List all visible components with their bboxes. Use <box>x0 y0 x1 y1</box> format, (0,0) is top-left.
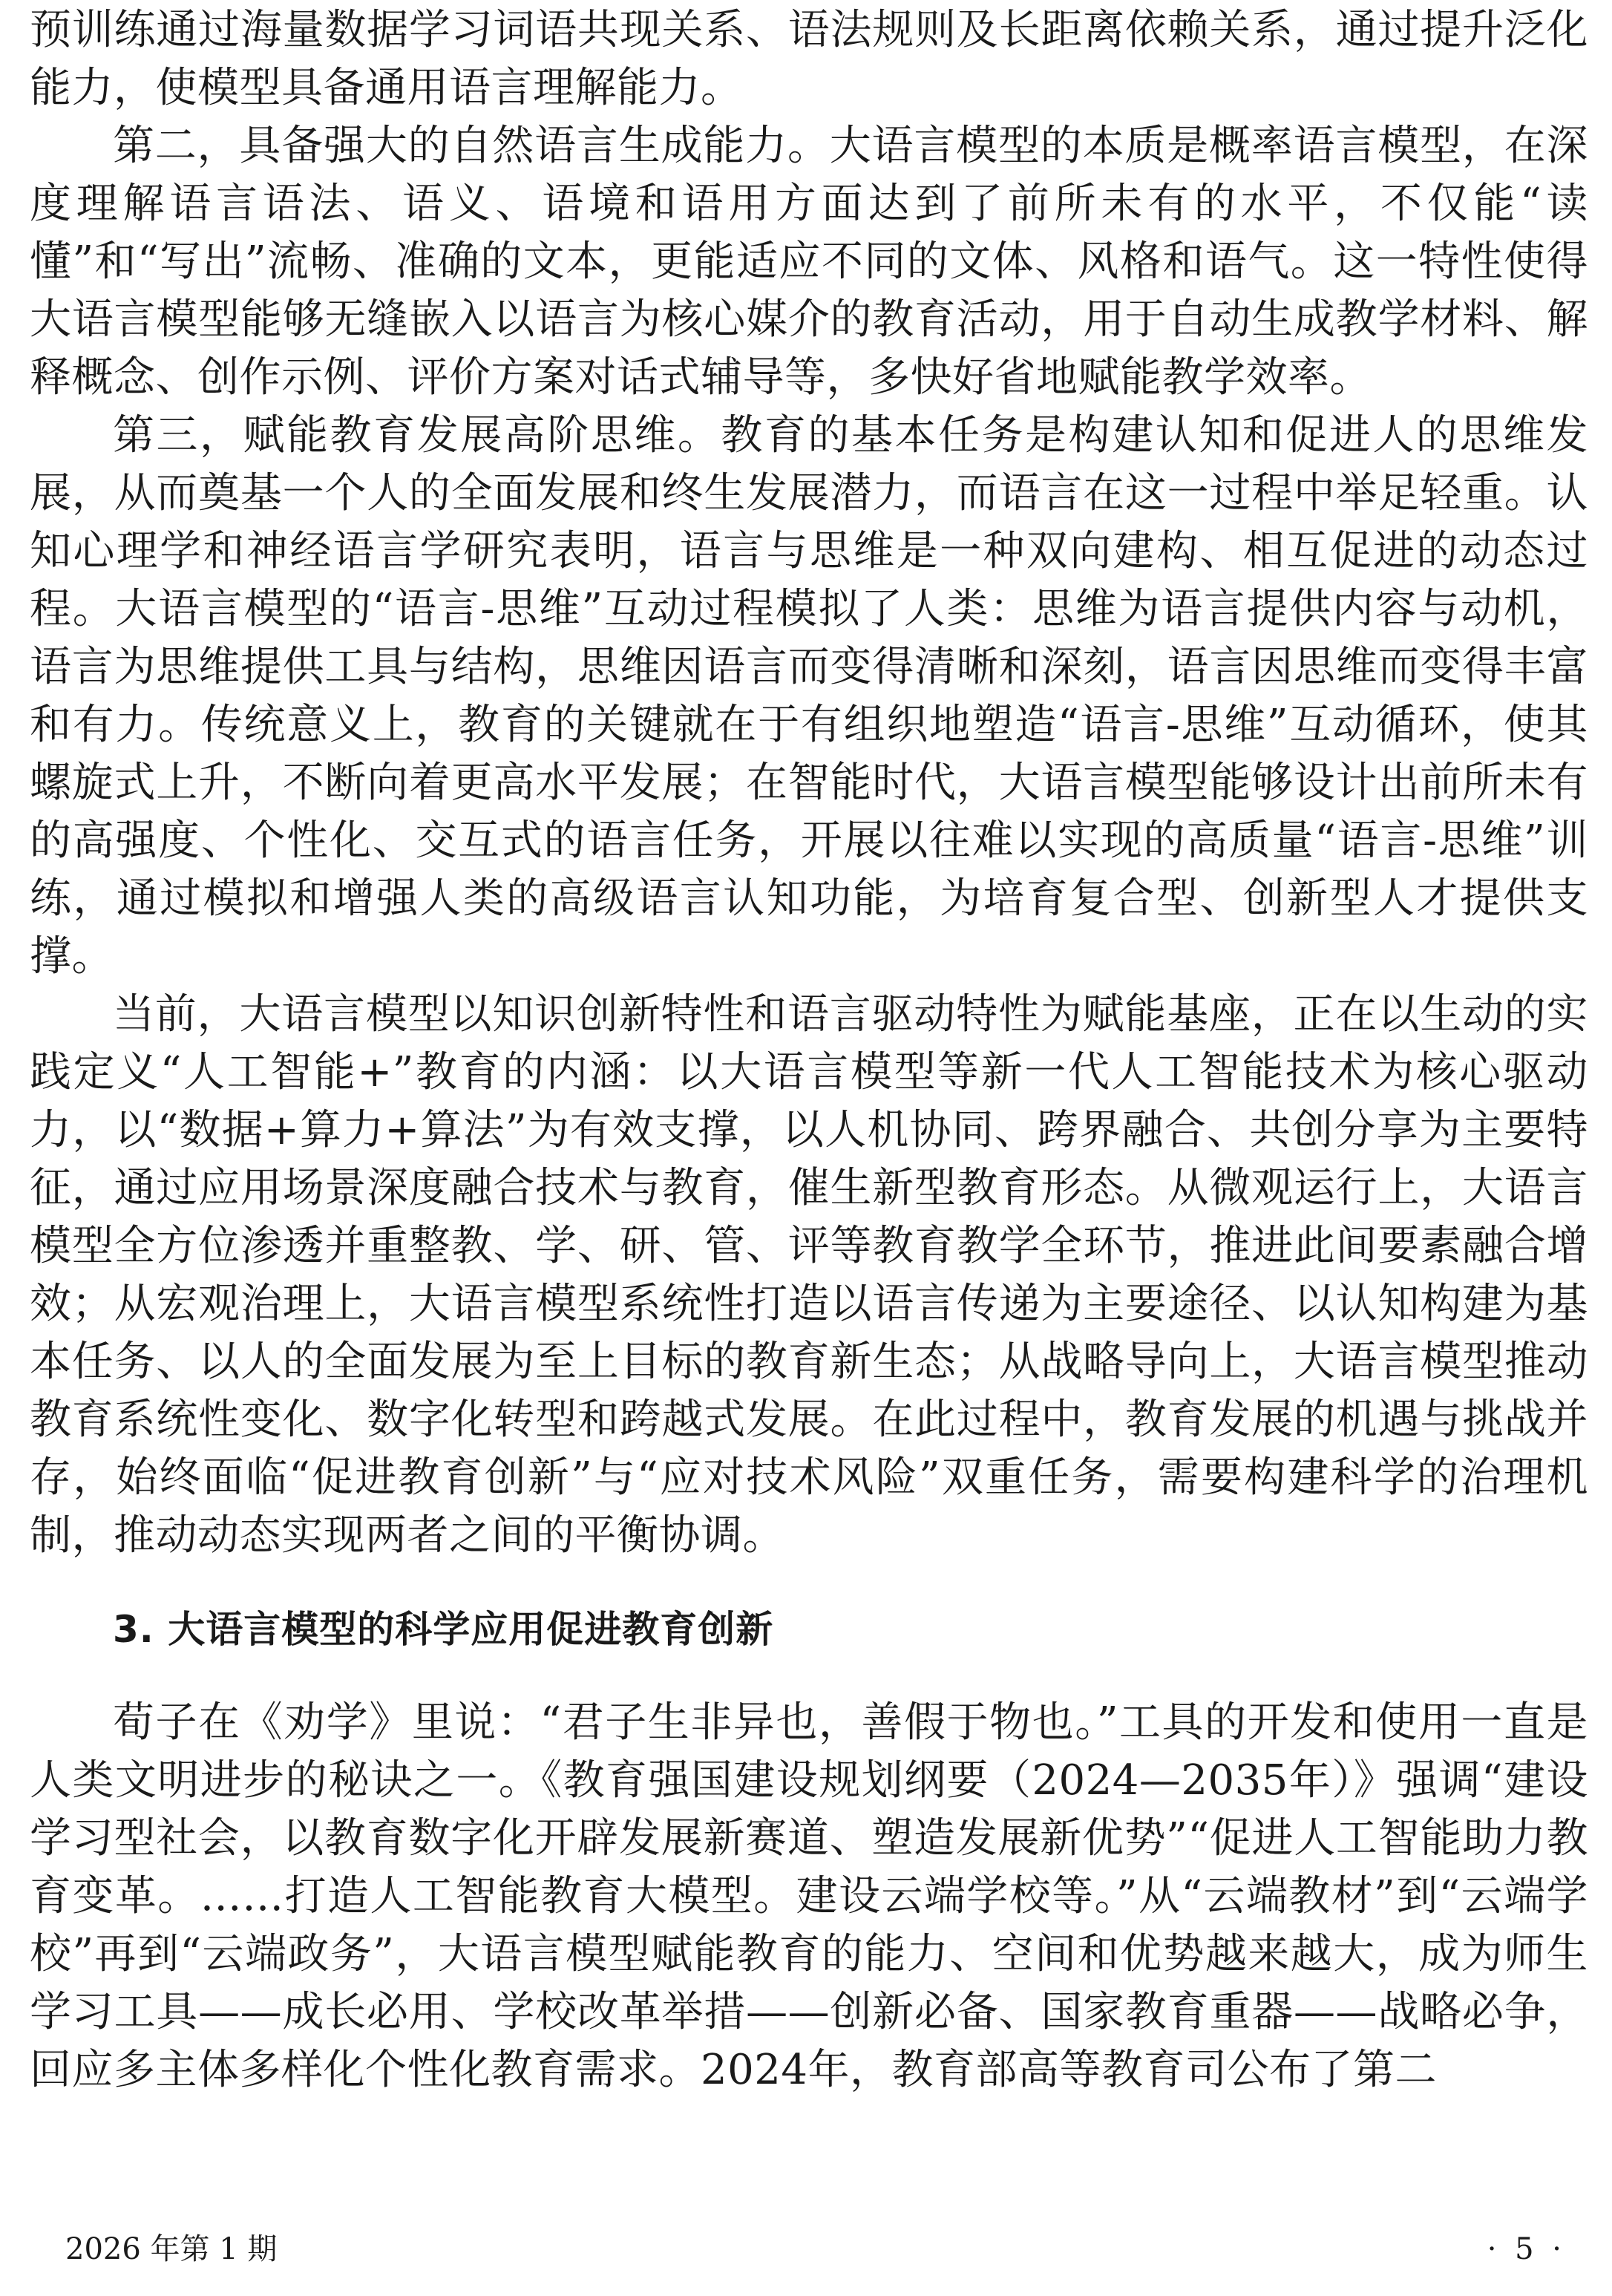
paragraph-third-point: 第三，赋能教育发展高阶思维。教育的基本任务是构建认知和促进人的思维发展，从而奠基一个人的全面发展和终生发展潜力，而语言在这一过程中举足轻重。认知心理学和神经语言学研究表明，语言与思维是一种双向建构、相互促进的动态过程。大语言模型的“语言-思维”互动过程模拟了人类：思维为语言提供内容与动机，语言为思维提供工具与结构，思维因语言而变得清晰和深刻，语言因思维而变得丰富和有力。传统意义上，教育的关键就在于有组织地塑造“语言-思维”互动循环，使其螺旋式上升，不断向着更高水平发展；在智能时代，大语言模型能够设计出前所未有的高强度、个性化、交互式的语言任务，开展以往难以实现的高质量“语言-思维”训练，通过模拟和增强人类的高级语言认知功能，为培育复合型、创新型人才提供支撑。 <box>30 411 1588 981</box>
issue-label: 2026 年第 1 期 <box>65 2232 278 2266</box>
paragraph-current-status: 当前，大语言模型以知识创新特性和语言驱动特性为赋能基座，正在以生动的实践定义“人工智能+”教育的内涵：以大语言模型等新一代人工智能技术为核心驱动力，以“数据+算力+算法”为有效支撑，以人机协同、跨界融合、共创分享为主要特征，通过应用场景深度融合技术与教育，催生新型教育形态。从微观运行上，大语言模型全方位渗透并重整教、学、研、管、评等教育教学全环节，推进此间要素融合增效；从宏观治理上，大语言模型系统性打造以语言传递为主要途径、以认知构建为基本任务、以人的全面发展为至上目标的教育新生态；从战略导向上，大语言模型推动教育系统性变化、数字化转型和跨越式发展。在此过程中，教育发展的机遇与挑战并存，始终面临“促进教育创新”与“应对技术风险”双重任务，需要构建科学的治理机制，推动动态实现两者之间的平衡协调。 <box>30 990 1588 1560</box>
article-body <box>30 0 1588 2099</box>
section-heading: 3. 大语言模型的科学应用促进教育创新 <box>113 1608 774 1651</box>
page-number: · 5 · <box>1487 2232 1566 2266</box>
paragraph-second-point: 第二，具备强大的自然语言生成能力。大语言模型的本质是概率语言模型，在深度理解语言语法、语义、语境和语用方面达到了前所未有的水平，不仅能“读懂”和“写出”流畅、准确的文本，更能适应不同的文体、风格和语气。这一特性使得大语言模型能够无缝嵌入以语言为核心媒介的教育活动，用于自动生成教学材料、解释概念、创作示例、评价方案对话式辅导等，多快好省地赋能教学效率。 <box>30 122 1588 402</box>
journal-page <box>30 0 1588 2296</box>
page-footer <box>30 2223 1588 2275</box>
paragraph-continued: 预训练通过海量数据学习词语共现关系、语法规则及长距离依赖关系，通过提升泛化能力，使模型具备通用语言理解能力。 <box>30 6 1588 112</box>
paragraph-section-intro: 荀子在《劝学》里说：“君子生非异也，善假于物也。”工具的开发和使用一直是人类文明进步的秘诀之一。《教育强国建设规划纲要（2024—2035年）》强调“建设学习型社会，以教育数字化开辟发展新赛道、塑造发展新优势”“促进人工智能助力教育变革。……打造人工智能教育大模型。建设云端学校等。”从“云端教材”到“云端学校”再到“云端政务”，大语言模型赋能教育的能力、空间和优势越来越大，成为师生学习工具——成长必用、学校改革举措——创新必备、国家教育重器——战略必争，回应多主体多样化个性化教育需求。2024年，教育部高等教育司公布了第二 <box>30 1698 1588 2094</box>
